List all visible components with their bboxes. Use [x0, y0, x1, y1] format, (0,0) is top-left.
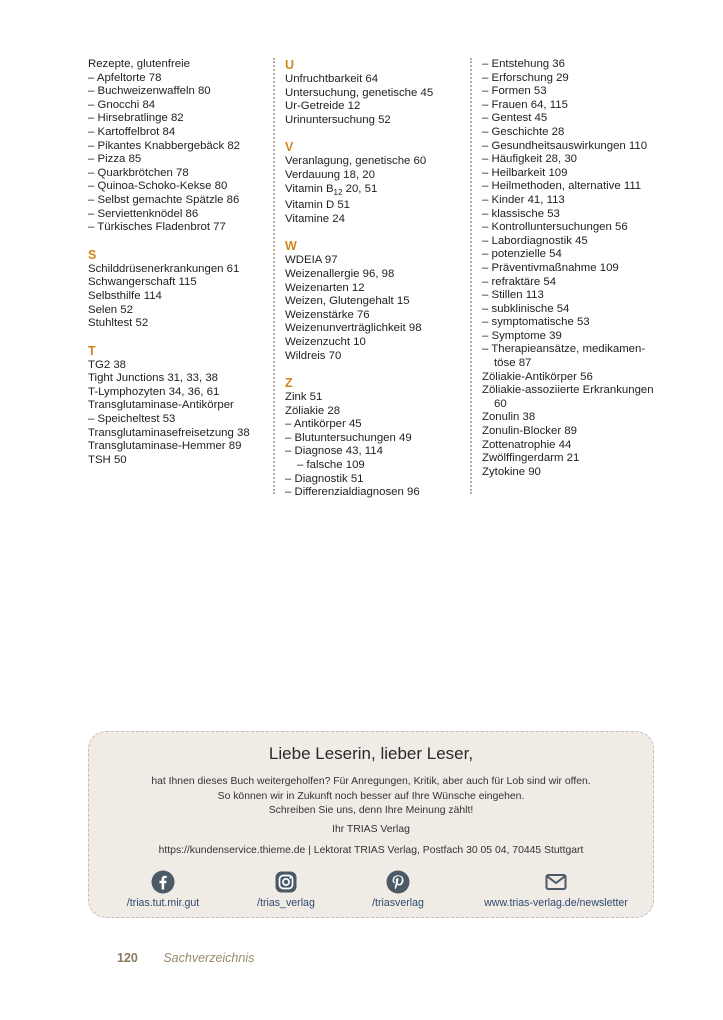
instagram-icon	[274, 870, 298, 894]
index-subentry: – Häufigkeit 28, 30	[482, 153, 577, 166]
index-letter-heading: U	[285, 58, 295, 72]
mail-icon	[544, 870, 568, 894]
index-entry: Unfruchtbarkeit 64	[285, 73, 379, 85]
index-subentry: – Buchweizenwaffeln 80	[88, 85, 211, 98]
social-label[interactable]: /trias_verlag	[257, 897, 315, 909]
index-entry: Weizenzucht 10	[285, 335, 366, 348]
facebook-icon	[151, 870, 175, 894]
column-divider	[470, 58, 472, 494]
index-letter-heading: S	[88, 247, 97, 262]
index-entry: Zöliakie-Antikörper 56	[482, 370, 593, 383]
index-entry: Weizen, Glutengehalt 15	[285, 295, 410, 308]
index-entry: Wildreis 70	[285, 349, 342, 362]
index-subentry: – Stillen 113	[482, 289, 544, 302]
index-subentry: – potenzielle 54	[482, 248, 562, 261]
index-entry: Weizenstärke 76	[285, 308, 370, 321]
index-subentry: – Türkisches Fladenbrot 77	[88, 221, 226, 234]
index-entry-pages: 20, 51	[342, 182, 378, 195]
column-divider	[273, 58, 275, 494]
index-subentry: – Präventivmaßnahme 109	[482, 261, 619, 274]
page-footer	[117, 951, 254, 965]
index-subentry: töse 87	[494, 357, 532, 370]
index-subentry: – Formen 53	[482, 85, 547, 98]
index-subentry: – Pizza 85	[88, 153, 142, 166]
social-label[interactable]: /trias.tut.mir.gut	[126, 897, 200, 909]
index-entry: TSH 50	[88, 453, 127, 466]
index-entry: Transglutaminasefreisetzung 38	[88, 426, 250, 439]
index-column-3	[482, 58, 654, 479]
index-subentry: – Selbst gemachte Spätzle 86	[88, 193, 240, 206]
index-entry: Vitamin D 51	[285, 199, 351, 212]
index-subentry: – symptomatische 53	[482, 316, 590, 329]
index-subentry: – Apfeltorte 78	[88, 71, 162, 84]
social-label[interactable]: /triasverlag	[372, 897, 424, 909]
index-column-2	[285, 58, 465, 500]
index-entry: Zink 51	[285, 391, 323, 404]
index-subentry: – Therapieansätze, medikamen-	[482, 343, 646, 356]
index-entry: Veranlagung, genetische 60	[285, 155, 427, 168]
index-entry: T-Lymphozyten 34, 36, 61	[88, 385, 220, 398]
index-entry: Weizenallergie 96, 98	[285, 267, 395, 280]
index-entry: Zottenatrophie 44	[482, 438, 572, 451]
feedback-body	[89, 775, 653, 819]
social-label[interactable]: www.trias-verlag.de/newsletter	[484, 897, 628, 909]
index-entry: Urinuntersuchung 52	[285, 113, 391, 126]
subscript: 12	[333, 187, 343, 197]
index-letter-heading: W	[285, 239, 297, 254]
pinterest-icon	[386, 870, 410, 894]
index-subentry: – Blutuntersuchungen 49	[285, 431, 412, 444]
index-subentry: – Labordiagnostik 45	[482, 234, 588, 247]
index-entry: Tight Junctions 31, 33, 38	[88, 372, 219, 385]
index-subentry: – Quarkbrötchen 78	[88, 166, 189, 179]
index-entry: Verdauung 18, 20	[285, 168, 375, 181]
index-entry: Ur-Getreide 12	[285, 100, 361, 113]
index-entry-text: Vitamin B	[285, 182, 334, 195]
index-subentry: – Gentest 45	[482, 112, 548, 125]
index-subentry: – Quinoa-Schoko-Kekse 80	[88, 180, 228, 193]
feedback-line: So können wir in Zukunft noch besser auf Ihre Wünsche eingehen.	[217, 790, 525, 802]
index-subentry: – Antikörper 45	[285, 418, 362, 431]
publisher-signature: Ihr TRIAS Verlag	[332, 824, 410, 835]
section-title: Sachverzeichnis	[163, 951, 255, 965]
index-column-2-part-a	[285, 58, 465, 183]
index-subentry: – Gesundheitsauswirkungen 110	[482, 139, 648, 152]
index-subentry: – Gnocchi 84	[88, 98, 156, 111]
index-subentry: – falsche 109	[297, 459, 365, 472]
index-entry: Zöliakie 28	[285, 404, 341, 417]
index-entry: Transglutaminase-Hemmer 89	[88, 440, 242, 453]
index-subentry: – Frauen 64, 115	[482, 98, 568, 111]
feedback-title: Liebe Leserin, lieber Leser,	[268, 744, 474, 763]
index-subentry: – subklinische 54	[482, 302, 570, 315]
index-subentry: – Speicheltest 53	[88, 413, 176, 426]
index-entry: Selbsthilfe 114	[88, 289, 162, 302]
index-subentry: – Entstehung 36	[482, 58, 565, 70]
index-entry: Transglutaminase-Antikörper	[88, 399, 234, 412]
index-entry: Untersuchung, genetische 45	[285, 86, 434, 99]
index-subentry: – Kartoffelbrot 84	[88, 125, 176, 138]
social-newsletter[interactable]	[481, 870, 631, 909]
index-letter-heading: Z	[285, 376, 293, 391]
index-entry: Zöliakie-assoziierte Erkrankungen	[482, 384, 654, 397]
index-entry: Zonulin-Blocker 89	[482, 425, 577, 438]
index-subentry: – Diagnostik 51	[285, 472, 364, 485]
contact-line: https://kundenservice.thieme.de | Lektorat TRIAS Verlag, Postfach 30 05 04, 70445 Stuttgart	[158, 845, 584, 856]
index-subentry: – Geschichte 28	[482, 125, 565, 138]
reader-feedback-box	[88, 731, 654, 918]
index-subentry: – Symptome 39	[482, 329, 562, 342]
index-entry: Schwangerschaft 115	[88, 276, 197, 289]
index-subentry: – Diagnose 43, 114	[285, 445, 383, 458]
index-entry: Rezepte, glutenfreie	[88, 58, 190, 70]
index-letter-heading: T	[88, 343, 96, 358]
index-subentry: – Pikantes Knabbergebäck 82	[88, 139, 240, 152]
index-subentry: – Heilmethoden, alternative 111	[482, 180, 642, 193]
index-subentry: – Hirsebratlinge 82	[88, 112, 184, 125]
index-subentry: – Differenzialdiagnosen 96	[285, 486, 420, 499]
index-entry: Weizenarten 12	[285, 281, 365, 294]
index-entry: TG2 38	[88, 358, 126, 371]
feedback-line: hat Ihnen dieses Buch weitergeholfen? Für Anregungen, Kritik, aber auch für Lob sind wir offen.	[151, 776, 591, 787]
index-subentry: – Heilbarkeit 109	[482, 166, 568, 179]
index-entry: Zonulin 38	[482, 411, 536, 424]
index-entry: Schilddrüsenerkrankungen 61	[88, 262, 240, 275]
index-entry: WDEIA 97	[285, 254, 338, 267]
page-number: 120	[117, 951, 138, 965]
index-subentry: – refraktäre 54	[482, 275, 557, 288]
index-subentry: 60	[494, 397, 507, 410]
index-entry: Zwölffingerdarm 21	[482, 452, 580, 465]
index-subentry: – Erforschung 29	[482, 71, 569, 84]
feedback-line: Schreiben Sie uns, denn Ihre Meinung zählt!	[268, 805, 474, 817]
index-column-1	[88, 58, 268, 467]
index-subentry: – Serviettenknödel 86	[88, 207, 199, 220]
index-entry: Zytokine 90	[482, 465, 541, 478]
index-letter-heading: V	[285, 140, 294, 155]
index-column-2-part-b	[285, 199, 465, 500]
index-entry-vitamin-b12	[285, 183, 465, 200]
index-entry: Stuhltest 52	[88, 317, 149, 330]
social-pinterest[interactable]	[323, 870, 473, 909]
index-entry: Weizenunverträglichkeit 98	[285, 322, 422, 335]
index-subentry: – Kontrolluntersuchungen 56	[482, 221, 628, 234]
index-subentry: – Kinder 41, 113	[482, 193, 565, 206]
index-subentry: – klassische 53	[482, 207, 560, 220]
index-entry: Vitamine 24	[285, 212, 345, 225]
index-entry: Selen 52	[88, 303, 133, 316]
